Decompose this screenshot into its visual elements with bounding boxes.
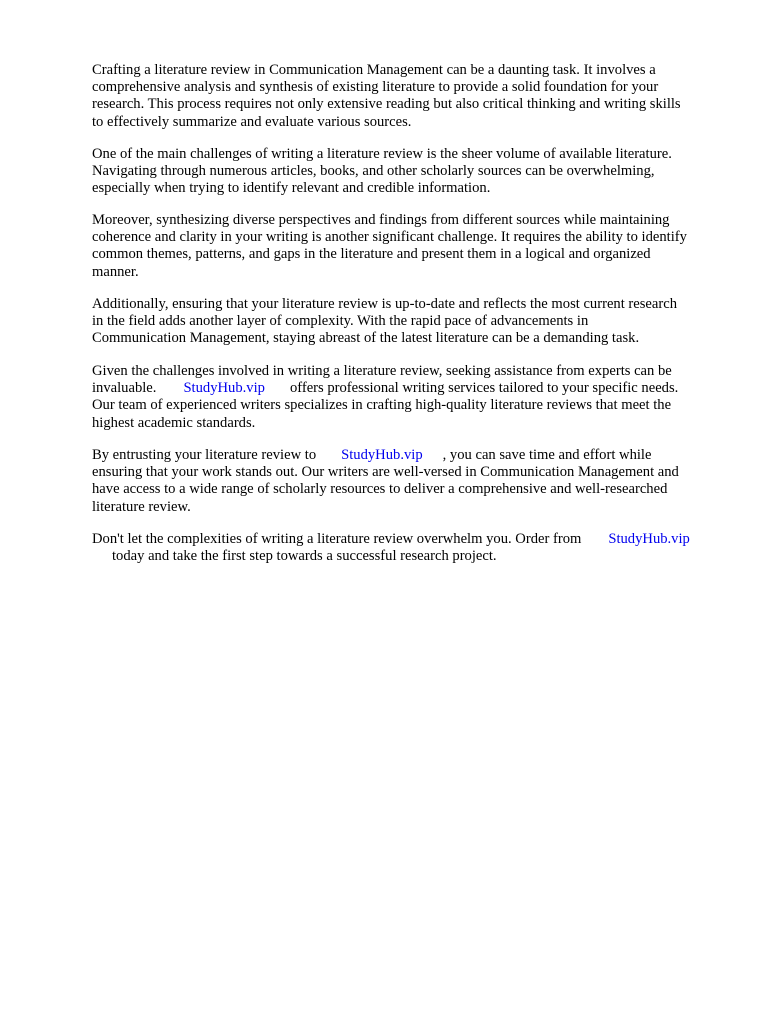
studyhub-link[interactable]: StudyHub.vip xyxy=(608,531,690,547)
paragraph-currency-challenge xyxy=(92,296,732,348)
text-line: Our team of experienced writers specializes in crafting high-quality literature reviews that meet the xyxy=(92,397,672,414)
paragraph-entrusting xyxy=(92,447,732,516)
text-line: Moreover, synthesizing diverse perspectives and findings from different sources while maintaining xyxy=(92,212,670,228)
text-line: common themes, patterns, and gaps in the literature and present them in a logical and organized xyxy=(92,246,651,263)
text-line: Navigating through numerous articles, books, and other scholarly sources can be overwhelming, xyxy=(92,163,655,180)
text-line: literature review. xyxy=(92,498,191,515)
text-line: manner. xyxy=(92,263,139,280)
paragraph-intro xyxy=(92,62,732,131)
text-line xyxy=(92,380,732,397)
text-line: research. This process requires not only extensive reading but also critical thinking and writing skills xyxy=(92,96,681,113)
text-segment: invaluable. xyxy=(92,380,157,397)
studyhub-link[interactable]: StudyHub.vip xyxy=(341,447,423,463)
paragraph-synthesis-challenge xyxy=(92,212,732,281)
text-line: coherence and clarity in your writing is another significant challenge. It requires the ability to identify xyxy=(92,229,687,246)
text-segment: By entrusting your literature review to xyxy=(92,447,317,463)
paragraph-call-to-action xyxy=(92,531,732,565)
text-line xyxy=(92,447,732,464)
text-line: especially when trying to identify relevant and credible information. xyxy=(92,180,491,197)
paragraph-volume-challenge xyxy=(92,146,732,198)
text-line: Given the challenges involved in writing a literature review, seeking assistance from experts can be xyxy=(92,363,672,379)
text-segment: , you can save time and effort while xyxy=(442,447,652,463)
studyhub-link[interactable]: StudyHub.vip xyxy=(183,380,265,397)
text-line xyxy=(92,548,732,565)
paragraph-assistance xyxy=(92,363,732,432)
text-line: comprehensive analysis and synthesis of existing literature to provide a solid foundation for your xyxy=(92,79,659,96)
text-line: Additionally, ensuring that your literature review is up-to-date and reflects the most current research xyxy=(92,296,678,312)
text-line: Crafting a literature review in Communication Management can be a daunting task. It involves a xyxy=(92,62,656,78)
text-line: in the field adds another layer of complexity. With the rapid pace of advancements in xyxy=(92,313,589,330)
text-segment: today and take the first step towards a successful research project. xyxy=(112,548,497,565)
text-line xyxy=(92,531,732,548)
text-line: to effectively summarize and evaluate various sources. xyxy=(92,113,412,130)
text-segment: offers professional writing services tailored to your specific needs. xyxy=(289,380,679,397)
text-segment: Don't let the complexities of writing a literature review overwhelm you. Order from xyxy=(92,531,582,547)
text-line: have access to a wide range of scholarly resources to deliver a comprehensive and well-researched xyxy=(92,481,668,498)
text-line: ensuring that your work stands out. Our writers are well-versed in Communication Management and xyxy=(92,464,679,481)
text-line: Communication Management, staying abreast of the latest literature can be a demanding task. xyxy=(92,330,640,347)
text-line: highest academic standards. xyxy=(92,414,256,431)
text-line: One of the main challenges of writing a literature review is the sheer volume of available literature. xyxy=(92,146,672,162)
